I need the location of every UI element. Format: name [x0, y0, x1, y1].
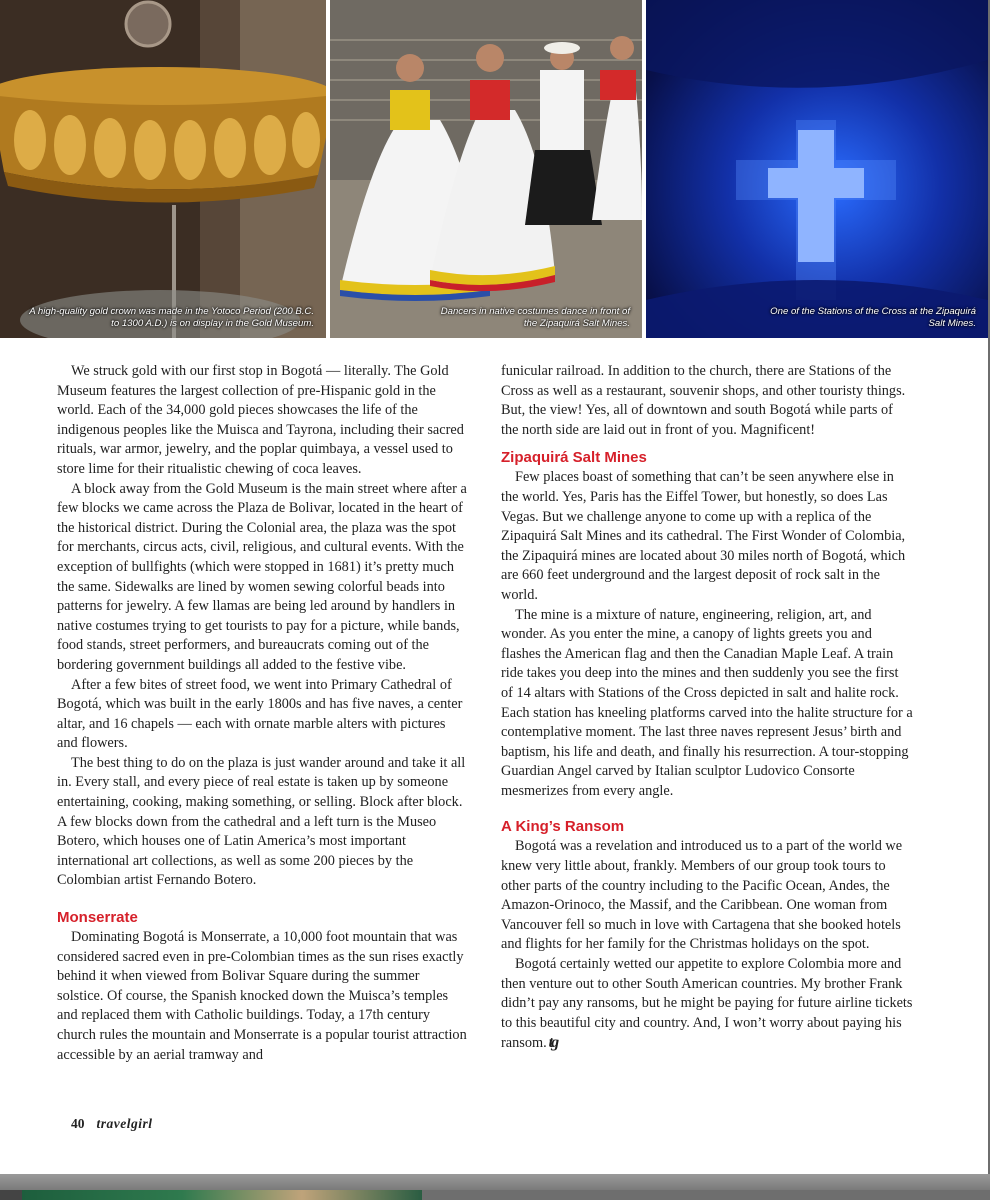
salt-mines-heading: Zipaquirá Salt Mines — [501, 449, 647, 467]
salt-mine-cross-caption: One of the Stations of the Cross at the Zipaquirá Salt Mines. — [770, 306, 976, 329]
background-strip — [0, 1190, 22, 1200]
salt-mines-intro-paragraph: Few places boast of something that can’t be seen anywhere else in the world. Yes, Paris has the Eiffel Tower, but honestly, so does Las Vegas. But we challenge anyone to come up with a replica of the Zipaquirá Salt Mines and its cathedral. The First Wonder of Colombia, the Zipaquirá mines are located about 30 miles north of Bogotá, which are 660 feet underground and the largest deposit of rock salt in the world. — [501, 469, 906, 603]
right-column — [501, 362, 913, 1054]
dancers-caption: Dancers in native costumes dance in front of the Zipaquirá Salt Mines. — [440, 306, 630, 329]
salt-mine-cross-photo — [646, 0, 988, 338]
closing-paragraph — [501, 955, 913, 1054]
revelation-paragraph: Bogotá was a revelation and introduced us to a part of the world we knew very little about, frankly. Members of our group took tours to other parts of the country including to the Pacific Ocean, Andes, the Amazon-Orinoco, the Massif, and the Caribbean. One woman from Vancouver fell so much in love with Cartagena that she booked hotels and flights for her family for the Christmas holidays on the spot. — [501, 838, 903, 953]
closing-paragraph-text: Bogotá certainly wetted our appetite to explore Colombia more and then venture out to other South American countries. My brother Frank didn’t pay any ransoms, but he might be paying for future airline tickets to this beautiful city and country. And, I won’t worry about paying his ransom. — [501, 956, 913, 1052]
gold-crown-photo — [0, 0, 326, 338]
monserrate-paragraph: Dominating Bogotá is Monserrate, a 10,000 foot mountain that was considered sacred even in pre-Colombian times as the sun rises exactly behind it when viewed from Bolivar Square during the summer solstice. Of course, the Spanish knocked down the Muisca’s temples and replaced them with Catholic buildings. Today, a 17th century church rules the mountain and Monserrate is a popular tourist attraction accessible by an aerial tramway and — [57, 929, 467, 1063]
page-number: 40 — [71, 1116, 85, 1131]
funicular-paragraph: funicular railroad. In addition to the church, there are Stations of the Cross as well as a restaurant, souvenir shops, and other touristy things. But, the view! Yes, all of downtown and south Bogotá while parts of the north side are laid out in front of you. Magnificent! — [501, 363, 906, 438]
plaza-bolivar-paragraph: A block away from the Gold Museum is the main street where after a few blocks we came across the Plaza de Bolivar, located in the heart of the historical district. During the Colonial area, the plaza was the spot for merchants, circus acts, civil, religious, and cultural events. With the exception of bullfights (which were stopped in 1681) it’s pretty much the same. Sidewalks are lined by women sewing colorful beads into patterns for jewelry. A few llamas are being led around by handlers in native costumes trying to get tourists to pay for a picture, while bands, food stands, street performers, and bureaucrats coming out of the bordering government buildings all added to the festive vibe. — [57, 480, 467, 673]
dancers-photo — [330, 0, 642, 338]
gold-crown-caption: A high-quality gold crown was made in the Yotoco Period (200 B.C. to 1300 A.D.) is on display in the Gold Museum. — [29, 306, 314, 329]
left-column — [57, 362, 469, 1065]
magazine-brand: travelgirl — [96, 1116, 153, 1131]
gold-museum-paragraph: We struck gold with our first stop in Bogotá — literally. The Gold Museum features the largest collection of pre-Hispanic gold in the world. Each of the 34,000 gold pieces showcases the life of the indigenous peoples like the Muisca and Tayrona, including their sacred rituals, war armor, jewelry, and the poplar quimbaya, a vessel used to store lime for their ritualistic chewing of coca leaves. — [57, 363, 464, 477]
next-page-preview — [22, 1190, 422, 1200]
cathedral-paragraph: After a few bites of street food, we went into Primary Cathedral of Bogotá, which was built in the early 1800s and has five naves, a center altar, and 16 chapels — each with ornate marble alters with pictures and flowers. — [57, 676, 463, 752]
kings-ransom-heading: A King’s Ransom — [501, 818, 625, 836]
page-edge-shadow — [0, 1174, 990, 1190]
monserrate-heading: Monserrate — [57, 909, 138, 927]
mine-description-paragraph: The mine is a mixture of nature, engineering, religion, art, and wonder. As you enter the mine, a canopy of lights greets you and flashes the American flag and then the Canadian Maple Leaf. A train ride takes you deep into the mines and then suddenly you see the first of 14 altars with Stations of the Cross depicted in salt and halite rock. Each station has kneeling platforms carved into the halite structure for a contemplative moment. The last three naves represent Jesus’ birth and baptism, his life and death, and finally his resurrection. A tour-stopping Guardian Angel carved by Italian sculptor Ludovico Consorte mesmerizes from every angle. — [501, 606, 913, 799]
end-mark-logo: tg — [548, 1034, 558, 1052]
page-folio — [71, 1116, 153, 1132]
plaza-wander-paragraph: The best thing to do on the plaza is just wander around and take it all in. Every stall, and every piece of real estate is taken up by someone entertaining, cooking, making something, or selling. Block after block. A few blocks down from the cathedral and a left turn is the Museo Botero, which houses one of Latin America’s most important international art collections, as well as some 200 pieces by the Colombian artist Fernando Botero. — [57, 754, 466, 889]
